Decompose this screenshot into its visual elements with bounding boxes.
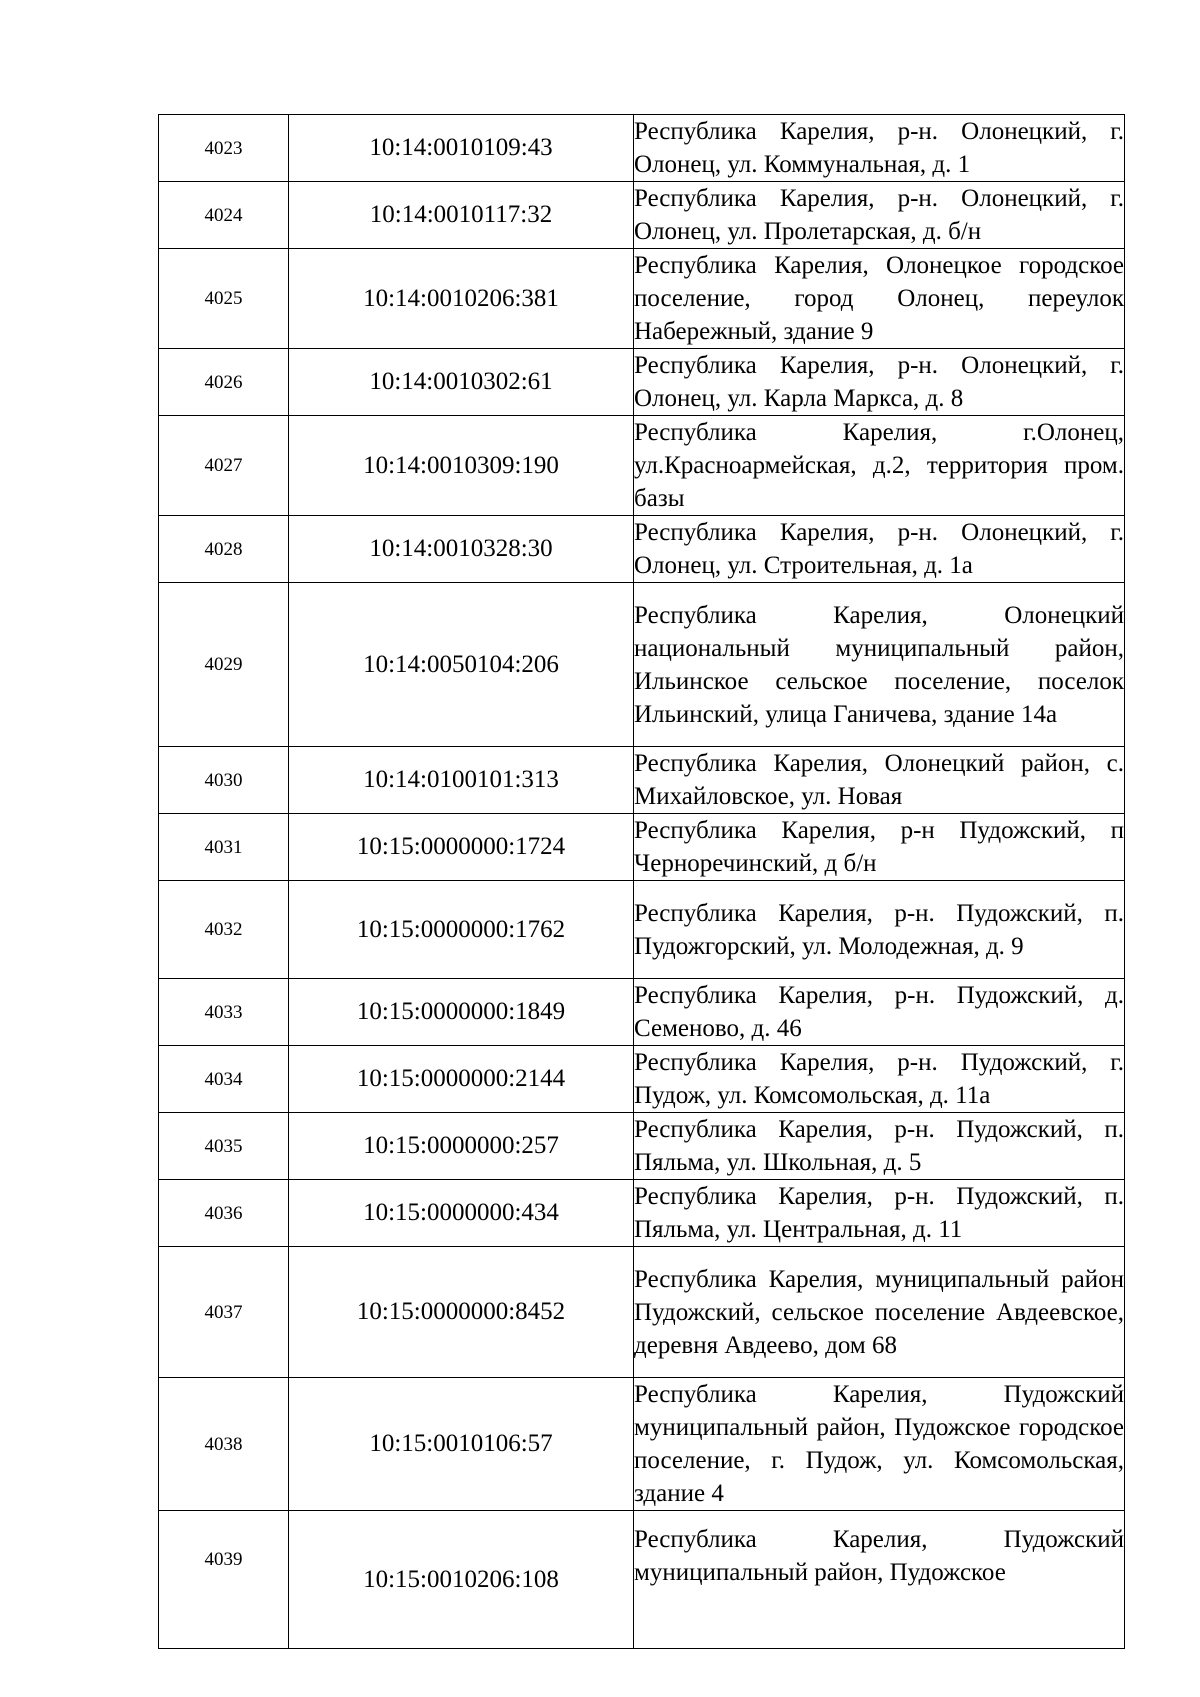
table-row — [159, 1378, 1125, 1511]
address-cell: Республика Карелия, р-н. Пудожский, д. Семеново, д. 46 — [634, 979, 1125, 1046]
address-cell: Республика Карелия, г.Олонец, ул.Красноармейская, д.2, территория пром. базы — [634, 416, 1125, 516]
cadastral-number: 10:14:0010109:43 — [289, 115, 634, 182]
table-row — [159, 583, 1125, 747]
row-number: 4030 — [159, 747, 289, 814]
cadastral-number: 10:14:0010302:61 — [289, 349, 634, 416]
row-number: 4033 — [159, 979, 289, 1046]
cadastral-number: 10:14:0010309:190 — [289, 416, 634, 516]
row-number: 4025 — [159, 249, 289, 349]
table-row — [159, 516, 1125, 583]
row-number: 4024 — [159, 182, 289, 249]
address-cell: Республика Карелия, Пудожский муниципальный район, Пудожское — [634, 1511, 1125, 1649]
cadastral-number: 10:14:0100101:313 — [289, 747, 634, 814]
cadastral-number: 10:15:0010106:57 — [289, 1378, 634, 1511]
row-number: 4035 — [159, 1113, 289, 1180]
row-number: 4023 — [159, 115, 289, 182]
cadastral-number: 10:14:0010206:381 — [289, 249, 634, 349]
table-row — [159, 881, 1125, 979]
table-row — [159, 349, 1125, 416]
address-cell: Республика Карелия, Олонецкий район, с. Михайловское, ул. Новая — [634, 747, 1125, 814]
table-row — [159, 1511, 1125, 1649]
table-row — [159, 416, 1125, 516]
table-row — [159, 814, 1125, 881]
row-number: 4036 — [159, 1180, 289, 1247]
cadastral-number: 10:15:0000000:1849 — [289, 979, 634, 1046]
cadastral-number: 10:15:0010206:108 — [289, 1511, 634, 1649]
table-row — [159, 115, 1125, 182]
cadastral-number: 10:14:0050104:206 — [289, 583, 634, 747]
row-number: 4037 — [159, 1247, 289, 1378]
table-row — [159, 747, 1125, 814]
row-number: 4026 — [159, 349, 289, 416]
table-row — [159, 1046, 1125, 1113]
address-cell: Республика Карелия, р-н. Пудожский, п. Пудожгорский, ул. Молодежная, д. 9 — [634, 881, 1125, 979]
address-cell: Республика Карелия, р-н. Олонецкий, г. Олонец, ул. Коммунальная, д. 1 — [634, 115, 1125, 182]
table-row — [159, 979, 1125, 1046]
address-cell: Республика Карелия, Олонецкий национальный муниципальный район, Ильинское сельское поселение, поселок Ильинский, улица Ганичева, здание 14а — [634, 583, 1125, 747]
row-number: 4034 — [159, 1046, 289, 1113]
cadastral-number: 10:15:0000000:257 — [289, 1113, 634, 1180]
address-cell: Республика Карелия, р-н. Олонецкий, г. Олонец, ул. Карла Маркса, д. 8 — [634, 349, 1125, 416]
cadastral-number: 10:14:0010117:32 — [289, 182, 634, 249]
table-row — [159, 182, 1125, 249]
address-cell: Республика Карелия, р-н. Олонецкий, г. Олонец, ул. Пролетарская, д. б/н — [634, 182, 1125, 249]
row-number: 4031 — [159, 814, 289, 881]
cadastral-number: 10:15:0000000:1724 — [289, 814, 634, 881]
address-cell: Республика Карелия, Олонецкое городское поселение, город Олонец, переулок Набережный, здание 9 — [634, 249, 1125, 349]
table-row — [159, 1247, 1125, 1378]
table-row — [159, 1180, 1125, 1247]
row-number: 4032 — [159, 881, 289, 979]
table-row — [159, 249, 1125, 349]
cadastral-number: 10:14:0010328:30 — [289, 516, 634, 583]
row-number: 4029 — [159, 583, 289, 747]
address-cell: Республика Карелия, р-н. Пудожский, п. Пяльма, ул. Школьная, д. 5 — [634, 1113, 1125, 1180]
address-cell: Республика Карелия, р-н Пудожский, п Черноречинский, д б/н — [634, 814, 1125, 881]
cadastral-number: 10:15:0000000:2144 — [289, 1046, 634, 1113]
address-cell: Республика Карелия, р-н. Пудожский, п. Пяльма, ул. Центральная, д. 11 — [634, 1180, 1125, 1247]
address-cell: Республика Карелия, р-н. Пудожский, г. Пудож, ул. Комсомольская, д. 11а — [634, 1046, 1125, 1113]
row-number: 4038 — [159, 1378, 289, 1511]
address-cell: Республика Карелия, р-н. Олонецкий, г. Олонец, ул. Строительная, д. 1а — [634, 516, 1125, 583]
cadastral-number: 10:15:0000000:1762 — [289, 881, 634, 979]
cadastral-number: 10:15:0000000:8452 — [289, 1247, 634, 1378]
cadastral-number: 10:15:0000000:434 — [289, 1180, 634, 1247]
address-cell: Республика Карелия, Пудожский муниципальный район, Пудожское городское поселение, г. Пудож, ул. Комсомольская, здание 4 — [634, 1378, 1125, 1511]
row-number: 4028 — [159, 516, 289, 583]
address-cell: Республика Карелия, муниципальный район Пудожский, сельское поселение Авдеевское, деревня Авдеево, дом 68 — [634, 1247, 1125, 1378]
row-number: 4039 — [159, 1511, 289, 1649]
property-registry-table — [158, 114, 1125, 1649]
table-row — [159, 1113, 1125, 1180]
row-number: 4027 — [159, 416, 289, 516]
